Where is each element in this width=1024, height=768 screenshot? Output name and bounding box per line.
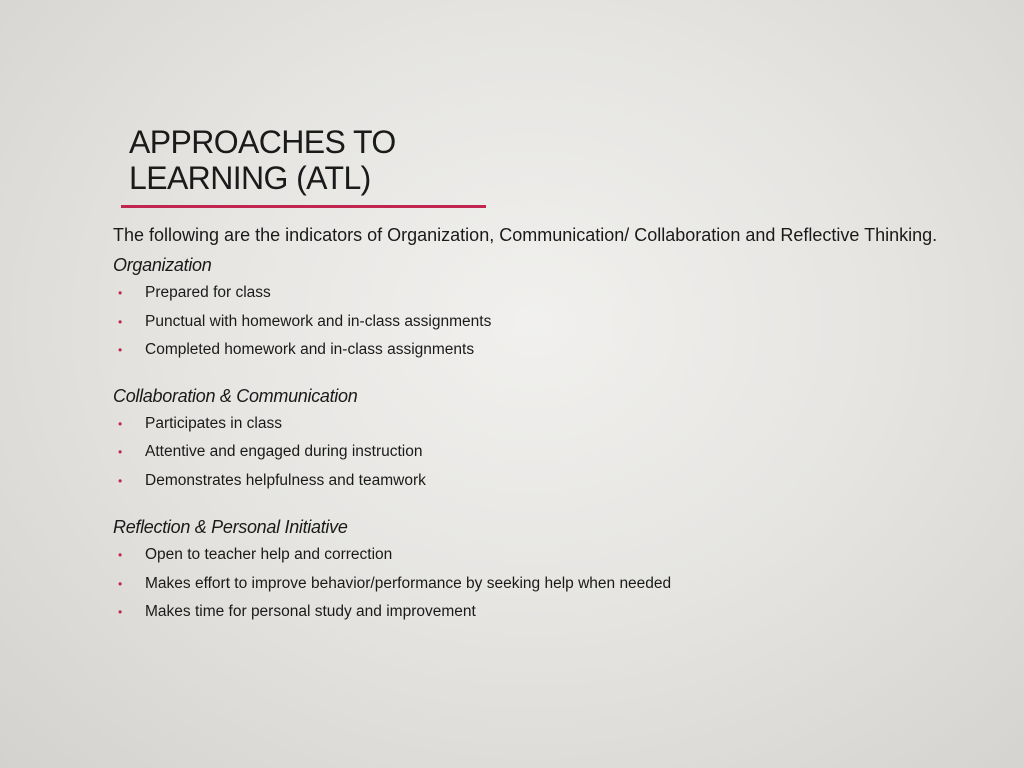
intro-text: The following are the indicators of Organization, Communication/ Collaboration and Reflective Thinking. — [113, 225, 938, 245]
list-item — [113, 438, 953, 467]
list-item — [113, 336, 953, 365]
list-item — [113, 467, 953, 496]
bullet-icon: • — [118, 548, 123, 562]
list-item-text: Participates in class — [145, 414, 282, 432]
bullet-list — [113, 410, 953, 496]
list-item — [113, 541, 953, 570]
bullet-icon: • — [118, 416, 123, 431]
section-heading: Organization — [113, 255, 212, 275]
section-heading: Collaboration & Communication — [113, 385, 358, 406]
bullet-list — [113, 279, 953, 365]
section-organization — [113, 254, 953, 365]
list-item — [113, 598, 953, 627]
section-heading: Reflection & Personal Initiative — [113, 517, 348, 537]
bullet-icon: • — [118, 286, 123, 300]
list-item-text: Prepared for class — [145, 284, 271, 301]
section-reflection — [113, 516, 953, 627]
title-underline — [121, 205, 486, 208]
bullet-icon: • — [118, 314, 123, 329]
slide-body — [113, 224, 953, 627]
slide-title-line-2: LEARNING (ATL) — [129, 160, 371, 196]
bullet-icon: • — [118, 445, 123, 459]
list-item-text: Demonstrates helpfulness and teamwork — [145, 471, 426, 489]
bullet-icon: • — [118, 473, 123, 488]
bullet-list — [113, 541, 953, 627]
slide-title — [129, 124, 489, 196]
list-item — [113, 570, 953, 599]
list-item — [113, 410, 953, 439]
bullet-icon: • — [118, 605, 123, 619]
list-item-text: Makes effort to improve behavior/performance by seeking help when needed — [145, 574, 672, 592]
slide-title-line-1: APPROACHES TO — [129, 124, 396, 160]
section-collaboration — [113, 385, 953, 496]
list-item-text: Makes time for personal study and improvement — [145, 603, 476, 620]
list-item-text: Completed homework and in-class assignments — [145, 341, 475, 358]
bullet-icon: • — [118, 343, 123, 357]
bullet-icon: • — [118, 576, 123, 591]
list-item-text: Open to teacher help and correction — [145, 546, 393, 563]
list-item-text: Attentive and engaged during instruction — [145, 443, 423, 460]
list-item — [113, 279, 953, 308]
list-item-text: Punctual with homework and in-class assignments — [145, 312, 492, 330]
list-item — [113, 308, 953, 337]
